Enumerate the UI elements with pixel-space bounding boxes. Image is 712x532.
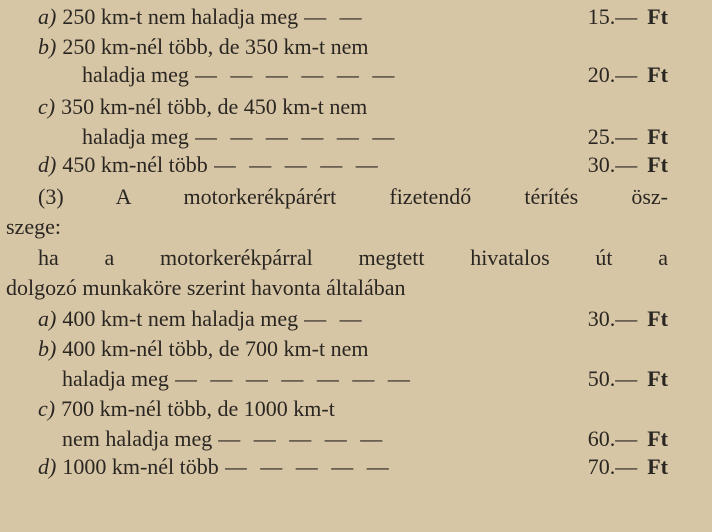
item-text: 1000 km-nél több xyxy=(62,454,219,479)
item-letter: a) xyxy=(38,4,57,29)
list2-item-d xyxy=(38,454,668,484)
paragraph-line-3: ha a motorkerékpárral megtett hivatalos út a xyxy=(38,245,668,270)
item-letter: c) xyxy=(38,94,56,119)
item-text: haladja meg xyxy=(82,124,189,149)
list2-item-a xyxy=(38,306,668,336)
list1-item-c-line2 xyxy=(82,124,668,154)
list1-item-a xyxy=(38,4,668,34)
item-letter: a) xyxy=(38,306,57,331)
item-text: haladja meg xyxy=(82,62,189,87)
list2-item-c-line2 xyxy=(62,426,668,456)
item-letter: d) xyxy=(38,454,57,479)
list1-item-b-line2 xyxy=(82,62,668,92)
leader-dashes: — — — — — — xyxy=(194,124,399,149)
item-text: 400 km-t nem haladja meg xyxy=(62,306,299,331)
item-amount: 50.— xyxy=(587,366,638,391)
item-text: nem haladja meg xyxy=(62,426,213,451)
leader-dashes: — — — — — xyxy=(218,426,387,451)
item-text: 250 km-t nem haladja meg xyxy=(62,4,299,29)
leader-dashes: — — xyxy=(304,4,366,29)
paragraph-line-2: szege: xyxy=(6,214,61,239)
item-letter: c) xyxy=(38,396,56,421)
item-letter: b) xyxy=(38,34,57,59)
leader-dashes: — — — — — — xyxy=(194,62,399,87)
leader-dashes: — — — — — xyxy=(213,152,382,177)
item-amount: 30.— xyxy=(587,152,638,177)
item-amount: 25.— xyxy=(587,124,638,149)
item-amount: 30.— xyxy=(587,306,638,331)
item-amount: 15.— xyxy=(587,4,638,29)
item-unit: Ft xyxy=(647,152,668,177)
item-unit: Ft xyxy=(647,62,668,87)
item-unit: Ft xyxy=(647,426,668,451)
list1-item-d xyxy=(38,152,668,182)
leader-dashes: — — xyxy=(304,306,366,331)
list2-item-b-line2 xyxy=(62,366,668,396)
list2-item-c-line1 xyxy=(38,396,668,426)
list1-item-b-line1 xyxy=(38,34,668,64)
item-unit: Ft xyxy=(647,4,668,29)
leader-dashes: — — — — — xyxy=(224,454,393,479)
item-unit: Ft xyxy=(647,366,668,391)
paragraph-line-1: (3) A motorkerékpárért fizetendő térítés ösz- xyxy=(38,184,668,209)
item-unit: Ft xyxy=(647,306,668,331)
item-amount: 20.— xyxy=(587,62,638,87)
item-unit: Ft xyxy=(647,124,668,149)
paragraph-line-4: dolgozó munkaköre szerint havonta általában xyxy=(6,275,406,300)
item-unit: Ft xyxy=(647,454,668,479)
item-amount: 60.— xyxy=(587,426,638,451)
item-text: 350 km-nél több, de 450 km-t nem xyxy=(61,94,368,119)
list2-item-b-line1 xyxy=(38,336,668,366)
item-text: 400 km-nél több, de 700 km-t nem xyxy=(62,336,369,361)
leader-dashes: — — — — — — — xyxy=(174,366,414,391)
item-letter: b) xyxy=(38,336,57,361)
item-text: 700 km-nél több, de 1000 km-t xyxy=(61,396,335,421)
item-letter: d) xyxy=(38,152,57,177)
item-amount: 70.— xyxy=(587,454,638,479)
item-text: 450 km-nél több xyxy=(62,152,208,177)
item-text: haladja meg xyxy=(62,366,169,391)
item-text: 250 km-nél több, de 350 km-t nem xyxy=(62,34,369,59)
list1-item-c-line1 xyxy=(38,94,668,124)
